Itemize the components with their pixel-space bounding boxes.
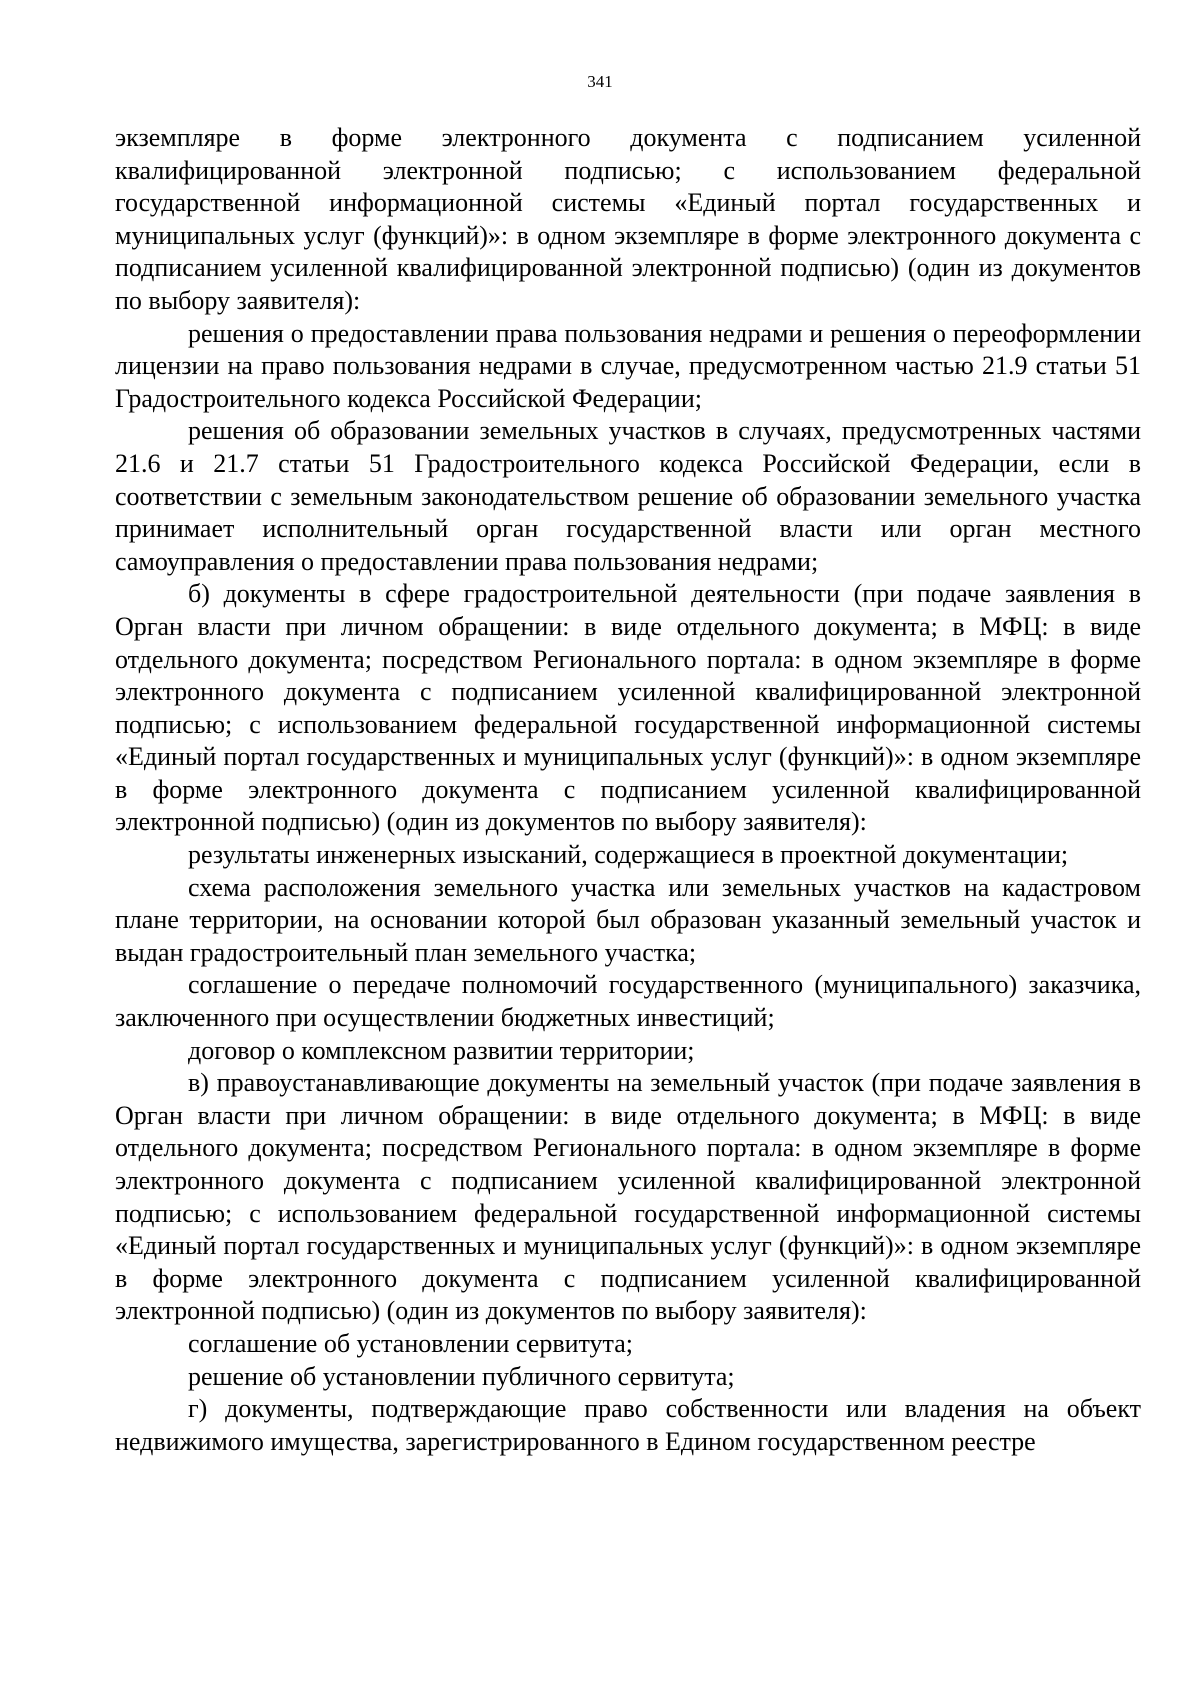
paragraph-item-b-urban-planning-documents: б) документы в сфере градостроительной деятельности (при подаче заявления в Орган власти при личном обращении: в виде отдельного документа; в МФЦ: в виде отдельного документа; посредством Регионального портала: в одном экземпляре в форме электронного документа с подписанием усиленной квалифицированной электронной подписью; с использованием федеральной государственной информационной системы «Единый портал государственных и муниципальных услуг (функций)»: в одном экземпляре в форме электронного документа с подписанием усиленной квалифицированной электронной подписью) (один из документов по выбору заявителя): — [115, 579, 1141, 837]
paragraph-subsoil-use-decision: решения о предоставлении права пользования недрами и решения о переоформлении лицензии на право пользования недрами в случае, предусмотренном частью 21.9 статьи 51 Градостроительного кодекса Российской Федерации; — [115, 318, 1141, 413]
paragraph-powers-transfer-agreement: соглашение о передаче полномочий государственного (муниципального) заказчика, заключенного при осуществлении бюджетных инвестиций; — [115, 970, 1141, 1033]
paragraph-item-v-title-documents: в) правоустанавливающие документы на земельный участок (при подаче заявления в Орган власти при личном обращении: в виде отдельного документа; в МФЦ: в виде отдельного документа; посредством Регионального портала: в одном экземпляре в форме электронного документа с подписанием усиленной квалифицированной электронной подписью; с использованием федеральной государственной информационной системы «Единый портал государственных и муниципальных услуг (функций)»: в одном экземпляре в форме электронного документа с подписанием усиленной квалифицированной электронной подписью) (один из документов по выбору заявителя): — [115, 1068, 1141, 1326]
document-body — [115, 122, 1141, 1458]
paragraph-land-plot-layout-scheme: схема расположения земельного участка или земельных участков на кадастровом плане территории, на основании которой был образован указанный земельный участок и выдан градостроительный план земельного участка; — [115, 872, 1141, 967]
paragraph-public-easement-decision: решение об установлении публичного сервитута; — [188, 1361, 735, 1391]
paragraph-engineering-survey-results: результаты инженерных изысканий, содержащиеся в проектной документации; — [188, 840, 1069, 870]
paragraph-continuation: экземпляре в форме электронного документа с подписанием усиленной квалифицированной электронной подписью; с использованием федеральной государственной информационной системы «Единый портал государственных и муниципальных услуг (функций)»: в одном экземпляре в форме электронного документа с подписанием усиленной квалифицированной электронной подписью) (один из документов по выбору заявителя): — [115, 123, 1141, 315]
page-number: 341 — [587, 72, 613, 91]
paragraph-easement-agreement: соглашение об установлении сервитута; — [188, 1328, 633, 1358]
paragraph-item-g-ownership-documents: г) документы, подтверждающие право собственности или владения на объект недвижимого имущества, зарегистрированного в Едином государственном реестре — [115, 1394, 1141, 1456]
paragraph-territory-development-contract: договор о комплексном развитии территории; — [188, 1035, 695, 1065]
paragraph-land-plot-formation-decision: решения об образовании земельных участков в случаях, предусмотренных частями 21.6 и 21.7 статьи 51 Градостроительного кодекса Российской Федерации, если в соответствии с земельным законодательством решение об образовании земельного участка принимает исполнительный орган государственной власти или орган местного самоуправления о предоставлении права пользования недрами; — [115, 416, 1141, 576]
